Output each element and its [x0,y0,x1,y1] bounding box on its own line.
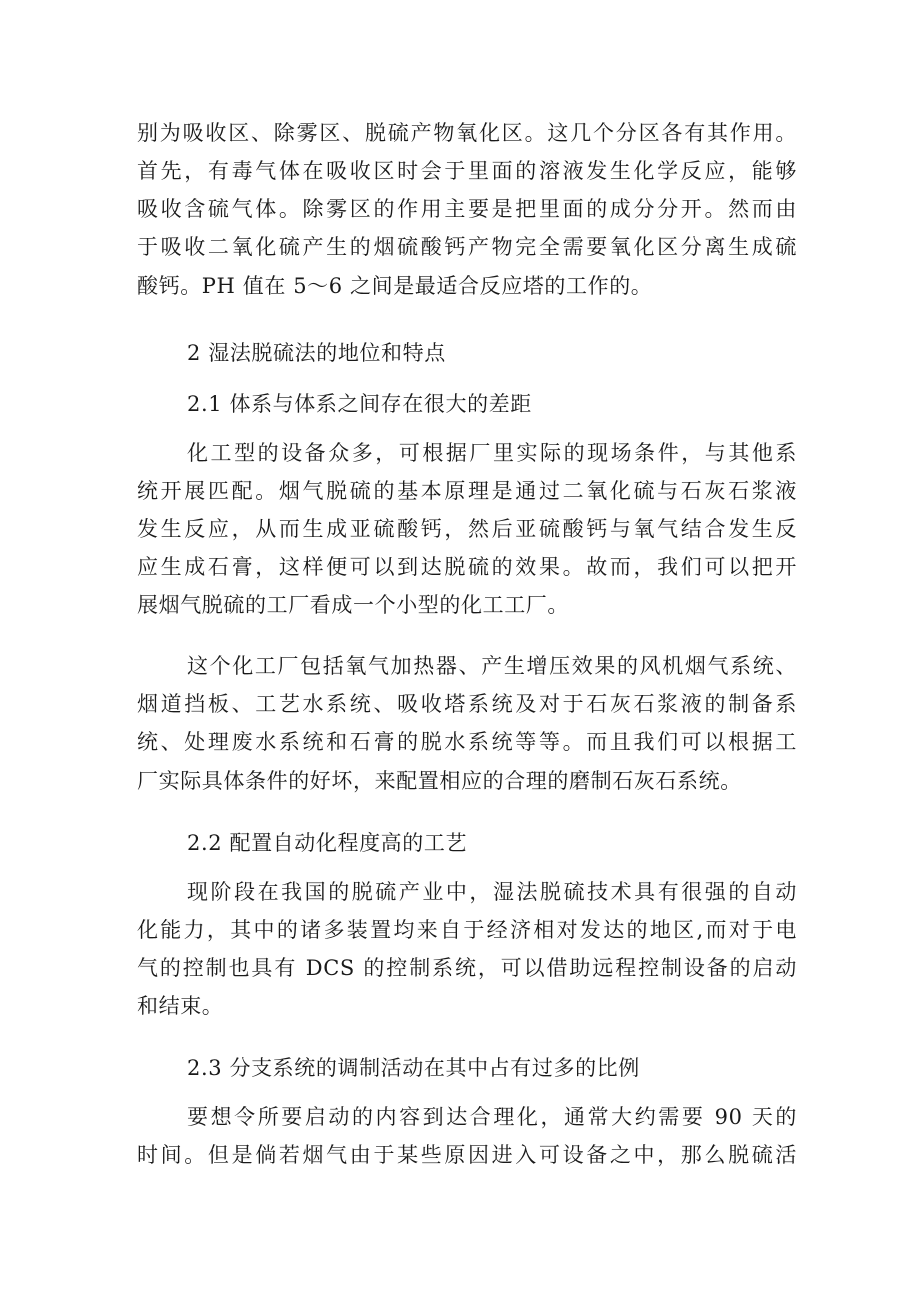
section-2-1-para-b-line-1: 这个化工厂包括氧气加热器、产生增压效果的风机烟气系统、 [187,654,797,678]
section-2-1-para-a-line-3: 发生反应，从而生成亚硫酸钙，然后亚硫酸钙与氧气结合发生反 [137,517,797,541]
section-2-3-para-line-2: 时间。但是倘若烟气由于某些原因进入可设备之中，那么脱硫活 [137,1143,797,1167]
section-2-heading: 2 湿法脱硫法的地位和特点 [187,341,446,365]
section-2-1-para-b-line-3: 统、处理废水系统和石膏的脱水系统等等。而且我们可以根据工 [137,730,797,754]
section-2-2-heading: 2.2 配置自动化程度高的工艺 [187,831,468,855]
section-2-1-para-a-line-5: 展烟气脱硫的工厂看成一个小型的化工工厂。 [137,593,569,617]
paragraph-1-line-1: 别为吸收区、除雾区、脱硫产物氧化区。这几个分区各有其作用。 [137,121,797,145]
section-2-1-para-b-line-2: 烟道挡板、工艺水系统、吸收塔系统及对于石灰石浆液的制备系 [137,692,797,716]
section-2-1-para-a-line-2: 统开展匹配。烟气脱硫的基本原理是通过二氧化硫与石灰石浆液 [137,479,797,503]
section-2-1-para-a-line-1: 化工型的设备众多，可根据厂里实际的现场条件，与其他系 [187,441,797,465]
paragraph-1-line-4: 于吸收二氧化硫产生的烟硫酸钙产物完全需要氧化区分离生成硫 [137,235,797,259]
section-2-1-para-a-line-4: 应生成石膏，这样便可以到达脱硫的效果。故而，我们可以把开 [137,555,797,579]
section-2-3-heading: 2.3 分支系统的调制活动在其中占有过多的比例 [187,1056,640,1080]
section-2-2-para-line-3: 气的控制也具有 DCS 的控制系统，可以借助远程控制设备的启动 [137,956,797,980]
section-2-1-para-b-line-4: 厂实际具体条件的好坏，来配置相应的合理的磨制石灰石系统。 [137,769,742,793]
paragraph-1-line-5: 酸钙。PH 值在 5～6 之间是最适合反应塔的工作的。 [137,274,653,298]
section-2-2-para-line-2: 化能力，其中的诸多装置均来自于经济相对发达的地区,而对于电 [137,918,797,942]
paragraph-1-line-2: 首先，有毒气体在吸收区时会于里面的溶液发生化学反应，能够 [137,159,797,183]
section-2-2-para-line-1: 现阶段在我国的脱硫产业中，湿法脱硫技术具有很强的自动 [187,880,797,904]
section-2-3-para-line-1: 要想令所要启动的内容到达合理化，通常大约需要 90 天的 [187,1105,797,1129]
section-2-1-heading: 2.1 体系与体系之间存在很大的差距 [187,392,532,416]
paragraph-1-line-3: 吸收含硫气体。除雾区的作用主要是把里面的成分分开。然而由 [137,197,797,221]
section-2-2-para-line-4: 和结束。 [137,994,224,1018]
